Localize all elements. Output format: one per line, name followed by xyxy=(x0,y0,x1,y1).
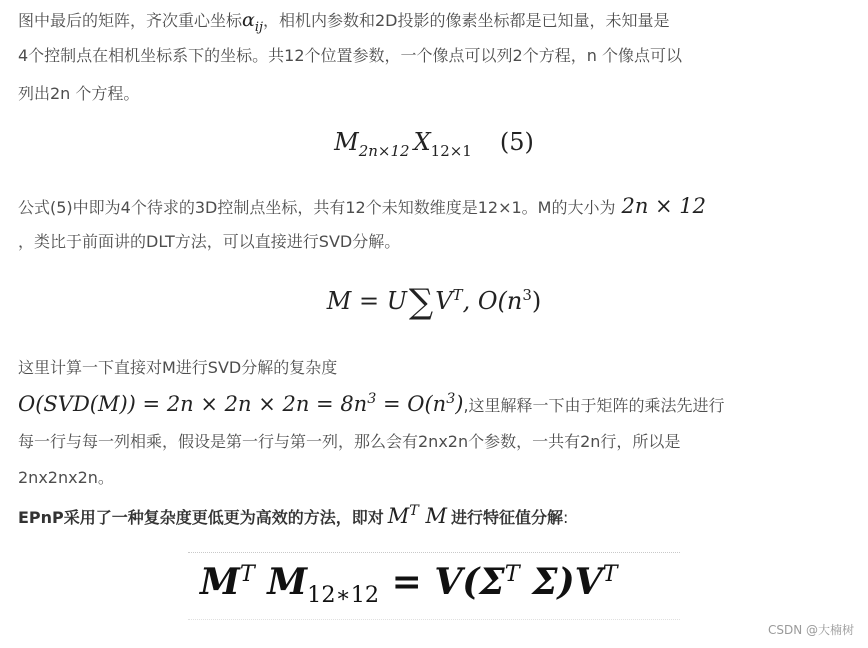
equation-5 xyxy=(0,128,868,160)
eq5-M-subscript: 2n×12 xyxy=(358,141,410,160)
svd-equation xyxy=(0,282,868,322)
eig-M: M xyxy=(200,561,240,603)
complexity-expr-main: O(SVD(M)) = 2n × 2n × 2n = 8n xyxy=(18,392,368,416)
complexity-expr-mid: = O(n xyxy=(376,392,447,416)
paragraph-3-line-4: 2nx2nx2n。 xyxy=(18,468,114,487)
eq5-X-subscript: 12×1 xyxy=(430,141,472,160)
sum-symbol: ∑ xyxy=(408,282,434,322)
mtm-M: M xyxy=(387,504,410,528)
mtm-M2: M xyxy=(418,504,447,528)
alpha-symbol: α xyxy=(242,9,255,31)
eig-equals-V-sigma: = V(Σ xyxy=(379,561,505,603)
paragraph-4-text-a: EPnP采用了一种复杂度更低更为高效的方法，即对 xyxy=(18,508,384,527)
paragraph-1-line-1 xyxy=(18,6,670,35)
paragraph-1-text-a: 图中最后的矩阵，齐次重心坐标 xyxy=(18,11,243,30)
svd-complexity: , O(n xyxy=(462,287,523,315)
svd-lhs: M = U xyxy=(326,287,407,315)
eq5-number: (5) xyxy=(499,128,534,156)
eig-sigma-superscript: T xyxy=(504,561,520,587)
eigen-equation xyxy=(200,561,618,609)
paragraph-3-tail: ,这里解释一下由于矩阵的乘法先进行 xyxy=(463,396,725,415)
alpha-ij-math xyxy=(242,9,263,35)
paragraph-1-line-2: 4个控制点在相机坐标系下的坐标。共12个位置参数，一个像点可以列2个方程，n 个像点可以 xyxy=(18,46,682,65)
paragraph-2-line-2: ，类比于前面讲的DLT方法，可以直接进行SVD分解。 xyxy=(18,232,401,251)
eig-subscript: 12∗12 xyxy=(307,582,380,609)
paragraph-2-text-a: 公式(5)中即为4个待求的3D控制点坐标，共有12个未知数维度是12×1。M的大小为 xyxy=(18,198,616,217)
paragraph-3-line-3: 每一行与每一列相乘，假设是第一行与第一列，那么会有2nx2n个参数，一共有2n行，所以是 xyxy=(18,432,681,451)
mtm-superscript: T xyxy=(409,503,419,519)
size-expression: 2n × 12 xyxy=(621,194,707,218)
eig-M2: M xyxy=(254,561,308,603)
eigen-equation-image xyxy=(188,552,680,620)
eig-V-superscript: T xyxy=(602,561,618,587)
paragraph-3-line-2 xyxy=(18,390,725,420)
eig-sigma-V: Σ)V xyxy=(519,561,603,603)
eig-M-superscript: T xyxy=(239,561,255,587)
complexity-sup-2: 3 xyxy=(446,391,456,407)
svd-complexity-end: ) xyxy=(531,287,542,315)
csdn-watermark: CSDN @大楠树 xyxy=(767,623,854,637)
complexity-expression xyxy=(18,392,463,416)
svd-V: V xyxy=(435,287,453,315)
eq5-M: M xyxy=(334,128,359,156)
paragraph-2-line-1 xyxy=(18,192,706,222)
svd-V-superscript: T xyxy=(452,286,463,304)
mtm-math xyxy=(388,504,447,528)
paragraph-1-line-3: 列出2n 个方程。 xyxy=(18,84,140,103)
complexity-expr-end: ) xyxy=(455,392,464,416)
complexity-sup-1: 3 xyxy=(367,391,377,407)
paragraph-4 xyxy=(18,502,568,532)
paragraph-1-text-b: ，相机内参数和2D投影的像素坐标都是已知量，未知量是 xyxy=(263,11,670,30)
paragraph-4-colon: : xyxy=(563,508,569,527)
svd-complexity-superscript: 3 xyxy=(522,286,532,304)
eq5-X: X xyxy=(413,128,431,156)
paragraph-4-text-b: 进行特征值分解 xyxy=(451,508,564,527)
alpha-subscript: ij xyxy=(254,19,263,35)
paragraph-3-line-1: 这里计算一下直接对M进行SVD分解的复杂度 xyxy=(18,358,338,377)
